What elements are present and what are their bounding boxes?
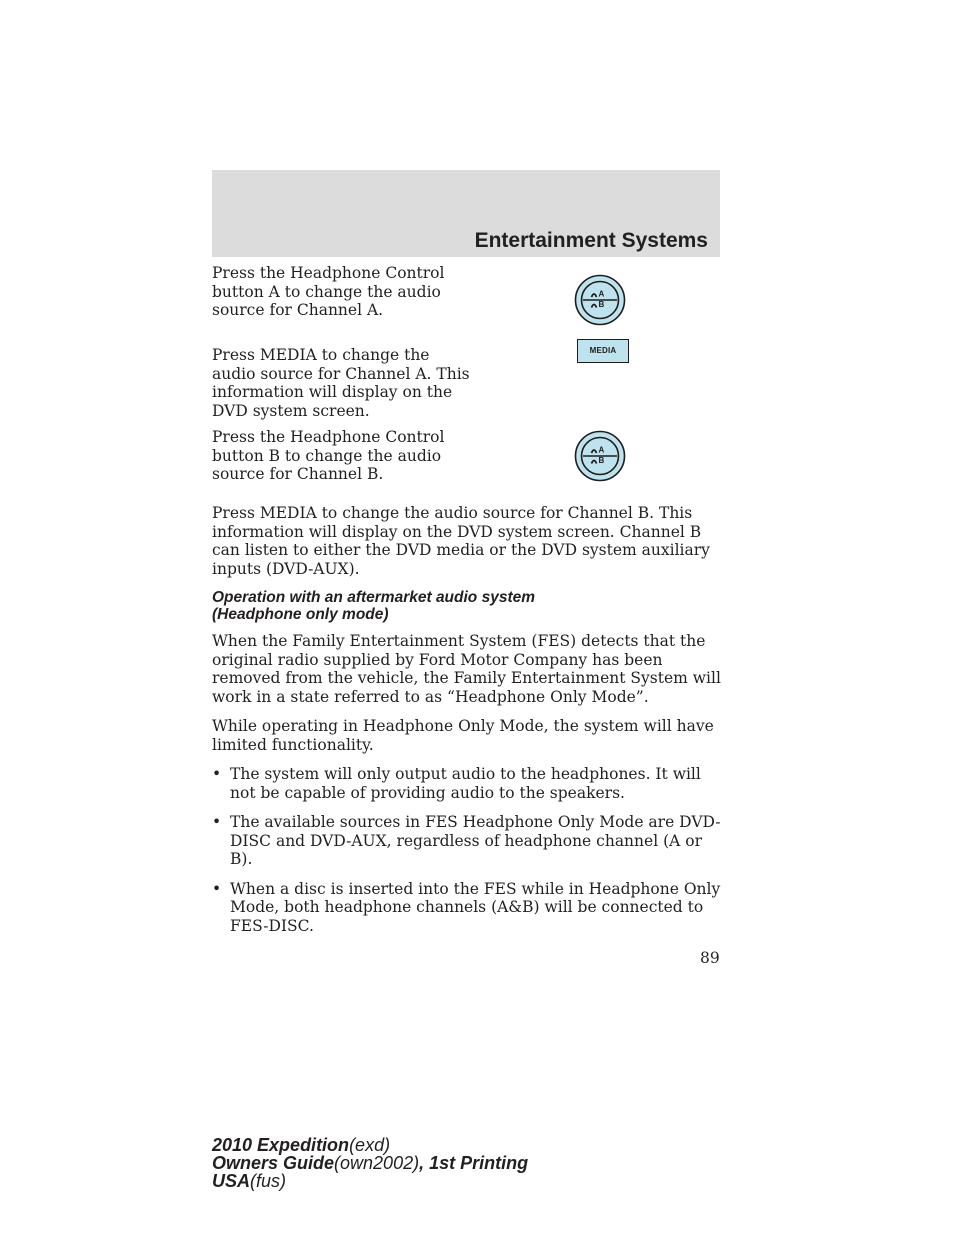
footer-line-2 bbox=[212, 1154, 528, 1172]
bullet-icon: • bbox=[212, 765, 222, 783]
knob-label-a: A bbox=[598, 289, 605, 299]
instruction-row-channel-a-knob bbox=[212, 264, 722, 346]
page-number: 89 bbox=[700, 949, 720, 967]
footer-model: 2010 Expedition bbox=[212, 1135, 350, 1155]
footer-line-3 bbox=[212, 1172, 528, 1190]
knob-label-b: B bbox=[598, 456, 605, 465]
subheading bbox=[212, 589, 722, 623]
footer-market: USA bbox=[212, 1171, 251, 1191]
headphone-control-knob-icon bbox=[574, 274, 626, 326]
paragraph-fes-detection: When the Family Entertainment System (FES) detects that the original radio supplied by Ford Motor Company has been removed from the vehicle, the Family Entertainment System will work in a state referred to as “Headphone Only Mode”. bbox=[212, 632, 721, 706]
instruction-text: Press the Headphone Control button B to change the audio source for Channel B. bbox=[212, 428, 445, 483]
bullet-icon: • bbox=[212, 879, 222, 898]
subheading-line-1: Operation with an aftermarket audio system bbox=[212, 589, 536, 606]
bullet-text: The system will only output audio to the headphones. It will not be capable of providing audio to the speakers. bbox=[230, 765, 701, 802]
bullet-item bbox=[212, 880, 722, 936]
footer-printing: , 1st Printing bbox=[419, 1153, 529, 1173]
footer-model-code: (exd) bbox=[349, 1135, 391, 1155]
bullet-item bbox=[212, 813, 722, 869]
instruction-row-channel-a-media bbox=[212, 346, 722, 428]
headphone-control-knob-icon bbox=[574, 430, 626, 482]
subheading-line-2: (Headphone only mode) bbox=[212, 606, 389, 623]
footer-guide: Owners Guide bbox=[212, 1153, 335, 1173]
knob-label-a: A bbox=[598, 445, 605, 455]
page-content bbox=[212, 264, 722, 946]
instruction-row-channel-b-knob bbox=[212, 428, 722, 504]
knob-label-b: B bbox=[598, 300, 605, 309]
print-footer bbox=[212, 1136, 528, 1190]
section-header-band bbox=[212, 170, 720, 257]
media-button-label: MEDIA bbox=[577, 339, 629, 363]
bullet-text: When a disc is inserted into the FES while in Headphone Only Mode, both headphone channels (A&B) will be connected to FES-DISC. bbox=[230, 879, 721, 935]
footer-guide-code: (own2002) bbox=[334, 1153, 420, 1173]
bullet-item bbox=[212, 765, 722, 802]
instruction-text: Press the Headphone Control button A to change the audio source for Channel A. bbox=[212, 264, 445, 319]
footer-line-1 bbox=[212, 1136, 528, 1154]
bullet-text: The available sources in FES Headphone Only Mode are DVD-DISC and DVD-AUX, regardless of headphone channel (A or B). bbox=[230, 813, 721, 868]
bullet-list bbox=[212, 765, 722, 935]
paragraph-limited-functionality: While operating in Headphone Only Mode, the system will have limited functionality. bbox=[212, 717, 714, 754]
instruction-text: Press MEDIA to change the audio source for Channel A. This information will display on the DVD system screen. bbox=[212, 346, 470, 420]
footer-market-code: (fus) bbox=[250, 1171, 287, 1191]
bullet-icon: • bbox=[212, 813, 222, 831]
media-button-icon bbox=[577, 339, 629, 363]
paragraph-channel-b: Press MEDIA to change the audio source for Channel B. This information will display on the DVD system screen. Channel B can listen to either the DVD media or the DVD system auxiliary inputs (DVD-AUX). bbox=[212, 504, 710, 578]
section-title: Entertainment Systems bbox=[474, 229, 708, 252]
